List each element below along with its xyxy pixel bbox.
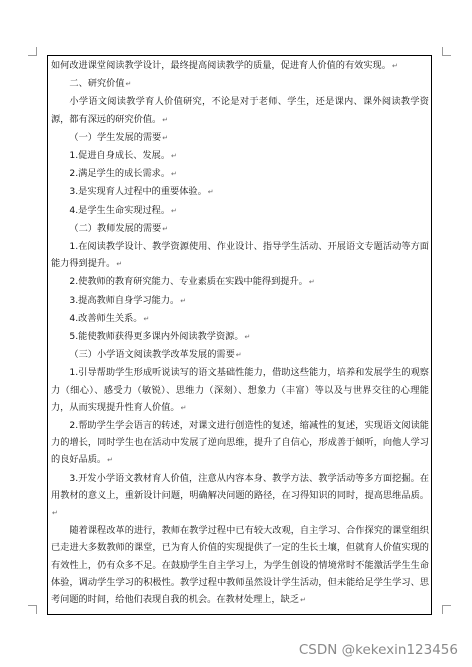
paragraph	[51, 147, 429, 165]
paragraph	[51, 310, 429, 328]
paragraph	[51, 238, 429, 273]
paragraph	[51, 57, 429, 75]
paragraph	[51, 417, 429, 470]
paragraph-mark-icon: ↵	[391, 62, 398, 70]
paragraph	[51, 292, 429, 310]
paragraph-text: 1.促进自身成长、发展。	[69, 150, 171, 162]
paragraph-mark-icon: ↵	[244, 333, 251, 342]
paragraph-text: 随着课程改革的进行，教师在教学过程中已有较大改观，自主学习、合作探究的课堂组织已走进大多数教师的课堂，已为育人价值的实现提供了一定的生长土壤，但就育人价值实现的有效性上，仍有众多不足。在鼓励学生自主学习上，为学生创设的情境常时不能激活学生生命体验，调动学生学习的积极性。教学过程中教师虽然设计学生活动，但未能给足学生学习、思考问题的时间，给他们表现自我的机会。在教材处理上，缺乏	[51, 525, 429, 606]
paragraph-mark-icon: ↵	[52, 509, 58, 518]
paragraph-text: 1.在阅读教学设计、教学资源使用、作业设计、指导学生活动、开展语文专题活动等方面能力得到提升。	[51, 241, 429, 270]
paragraph-text: 如何改进课堂阅读教学设计，最终提高阅读教学的质量，促进育人价值的有效实现。	[51, 60, 391, 71]
paragraph	[51, 75, 429, 93]
crop-mark-top-right	[442, 47, 451, 56]
paragraph-mark-icon: ↵	[116, 260, 123, 269]
paragraph-mark-icon: ↵	[171, 152, 177, 161]
paragraph-text: 3.开发小学语文教材育人价值，注意从内容本身、教学方法、教学活动等多方面挖掘。在用教材的意义上，重新设计问题，明确解决问题的路径，在习得知识的同时，提高思维品质。	[51, 472, 429, 501]
paragraph	[51, 328, 429, 346]
crop-mark-bottom-right	[442, 605, 451, 614]
paragraph-mark-icon: ↵	[180, 296, 187, 305]
paragraph	[51, 346, 429, 364]
paragraph-text: （三）小学语文阅读教学改革发展的需要	[69, 349, 235, 361]
paragraph	[51, 220, 429, 238]
paragraph	[51, 364, 429, 417]
paragraph-text: 4.是学生生命实现过程。	[69, 204, 171, 216]
paragraph-mark-icon: ↵	[162, 133, 169, 142]
paragraph-text: 二、研究价值	[69, 78, 125, 90]
paragraph-text: 5.能使教师获得更多课内外阅读教学资源。	[69, 331, 244, 343]
paragraph	[51, 183, 429, 201]
paragraph-text: 3.是实现育人过程中的重要体验。	[69, 186, 207, 198]
paragraph-text: 1.引导帮助学生形成听说读写的语文基础性能力，借助这些能力，培养和发展学生的观察力（细心）、感受力（敏锐）、思维力（深刻）、想象力（丰富）等以及与世界交往的心理能力，从而实现提升性育人价值。	[51, 367, 429, 413]
paragraph-text: 小学语文阅读教学育人价值研究，不论是对于老师、学生，还是课内、课外阅读教学资源，都有深远的研究价值。	[51, 96, 429, 125]
paragraph-mark-icon: ↵	[107, 456, 113, 465]
paragraph-mark-icon: ↵	[300, 596, 306, 605]
paragraph-mark-icon: ↵	[162, 115, 169, 124]
paragraph	[51, 165, 429, 183]
paragraph-mark-icon: ↵	[143, 314, 150, 323]
paragraph-text: 2.帮助学生学会语言的转述，对课文进行创造性的复述，缩减性的复述，实现语文阅读能力的增长，同时学生也在活动中发展了逆向思维，提升了自信心，形成善于倾听，向他人学习的良好品质。	[51, 420, 429, 466]
paragraph	[51, 202, 429, 220]
paragraph-text: 4.改善师生关系。	[69, 312, 143, 324]
paragraph-mark-icon: ↵	[162, 224, 169, 233]
document-body-text[interactable]	[51, 57, 429, 612]
paragraph	[51, 273, 429, 291]
paragraph	[51, 93, 429, 128]
paragraph-text: 3.提高教师自身学习能力。	[69, 294, 180, 306]
paragraph-mark-icon: ↵	[180, 403, 187, 412]
paragraph-text: 2.满足学生的成长需求。	[69, 168, 171, 180]
paragraph-text: 2.使教师的教育研究能力、专业素质在实践中能得到提升。	[69, 276, 308, 288]
crop-mark-bottom-left	[28, 605, 37, 614]
paragraph-text: （一）学生发展的需要	[69, 131, 162, 143]
paragraph-mark-icon: ↵	[235, 351, 242, 360]
paragraph-mark-icon: ↵	[308, 278, 315, 287]
paragraph-mark-icon: ↵	[125, 80, 132, 89]
paragraph	[51, 522, 429, 609]
crop-mark-top-left	[28, 47, 37, 56]
paragraph-mark-icon: ↵	[171, 206, 177, 215]
csdn-watermark: CSDN @kekexin123456	[298, 642, 458, 658]
paragraph-mark-icon: ↵	[171, 170, 177, 179]
paragraph-mark-icon: ↵	[207, 188, 214, 197]
paragraph	[51, 129, 429, 147]
paragraph	[51, 470, 429, 523]
paragraph-text: （二）教师发展的需要	[69, 222, 162, 234]
